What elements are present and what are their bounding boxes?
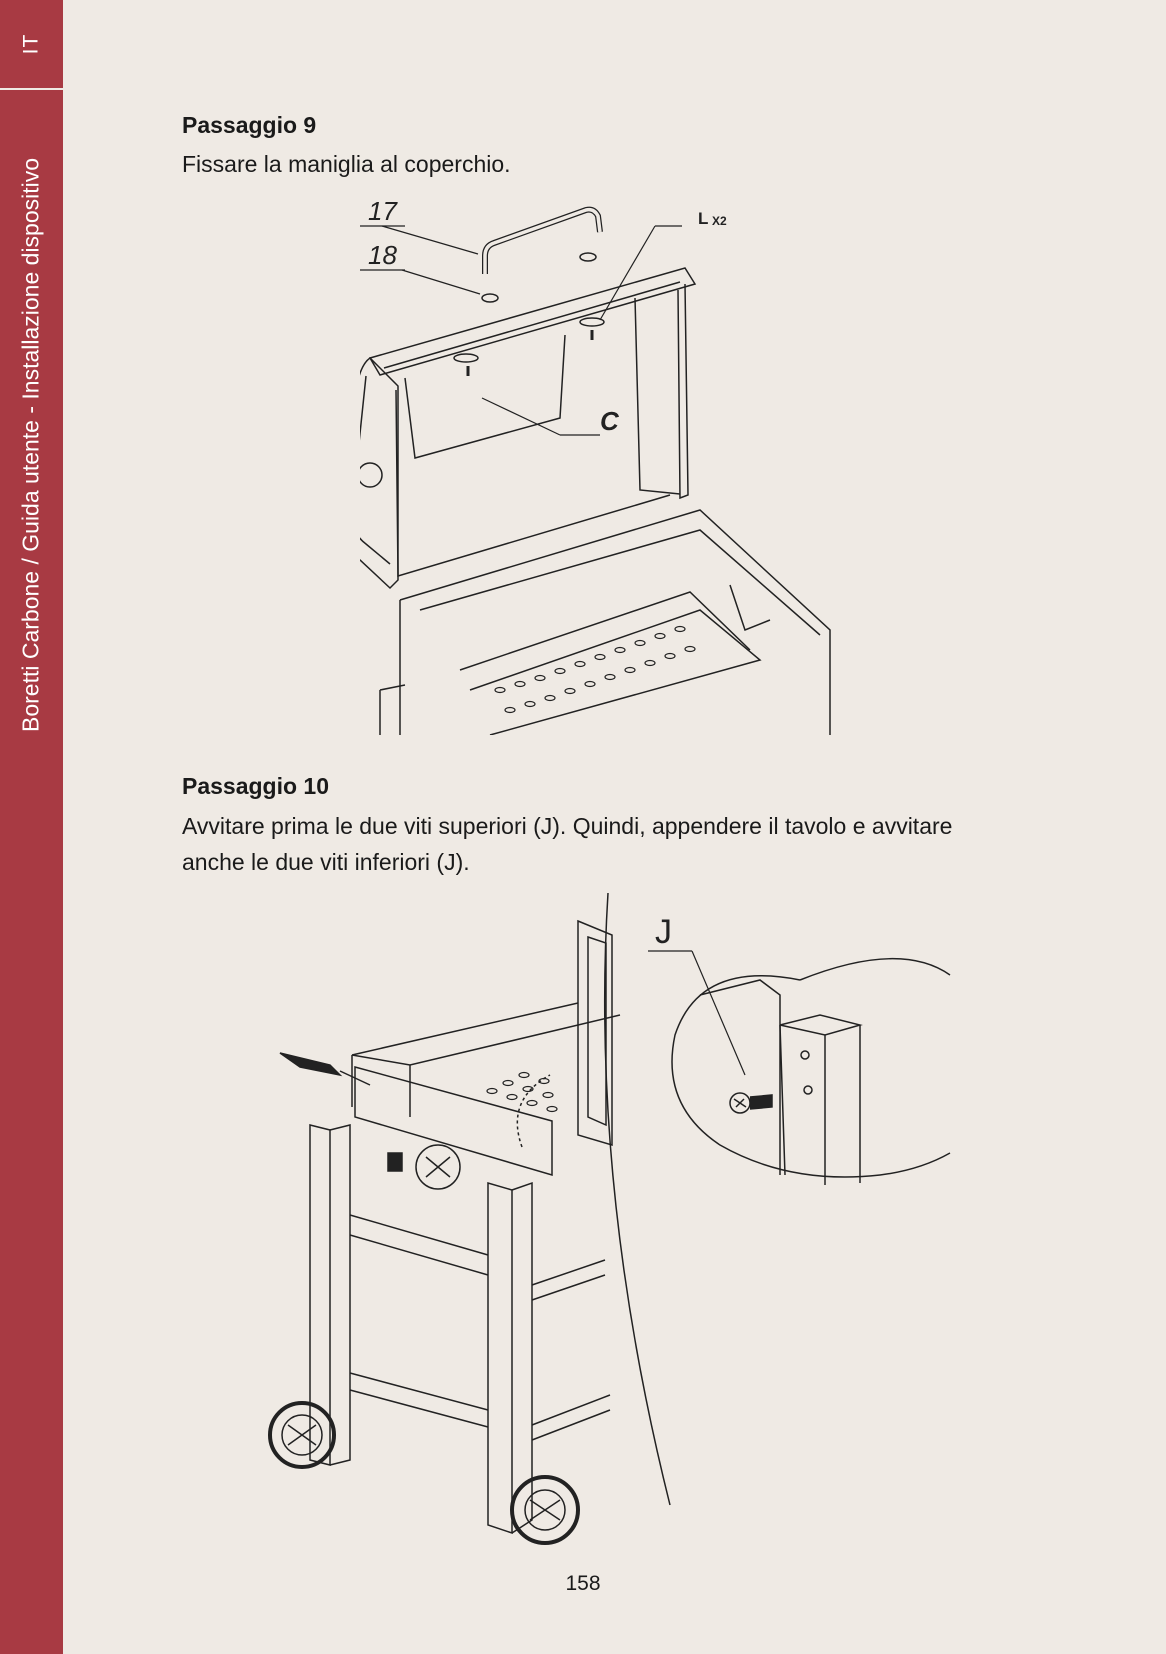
page-number: 158 bbox=[565, 1572, 601, 1595]
label-J: J bbox=[655, 913, 672, 951]
step-9-illustration bbox=[360, 190, 890, 735]
label-L-quantity: X2 bbox=[712, 214, 727, 228]
language-tab bbox=[0, 0, 63, 90]
label-17: 17 bbox=[368, 196, 397, 226]
step-9-title: Passaggio 9 bbox=[182, 112, 317, 138]
label-18: 18 bbox=[368, 240, 397, 270]
step-10-line-1: Avvitare prima le due viti superiori (J). Quindi, appendere il tavolo e avvitare bbox=[182, 813, 953, 839]
sidebar-title-box bbox=[0, 100, 63, 740]
sidebar-title: Boretti Carbone / Guida utente - Installazione dispositivo bbox=[17, 157, 44, 732]
step-10-illustration bbox=[260, 885, 960, 1565]
label-L: L bbox=[698, 209, 709, 228]
sidebar bbox=[0, 0, 63, 1654]
step-10-title: Passaggio 10 bbox=[182, 773, 330, 799]
language-code: IT bbox=[19, 33, 43, 55]
step-10-line-2: anche le due viti inferiori (J). bbox=[182, 849, 470, 875]
label-C: C bbox=[600, 406, 619, 436]
step-9-text: Fissare la maniglia al coperchio. bbox=[182, 151, 511, 177]
